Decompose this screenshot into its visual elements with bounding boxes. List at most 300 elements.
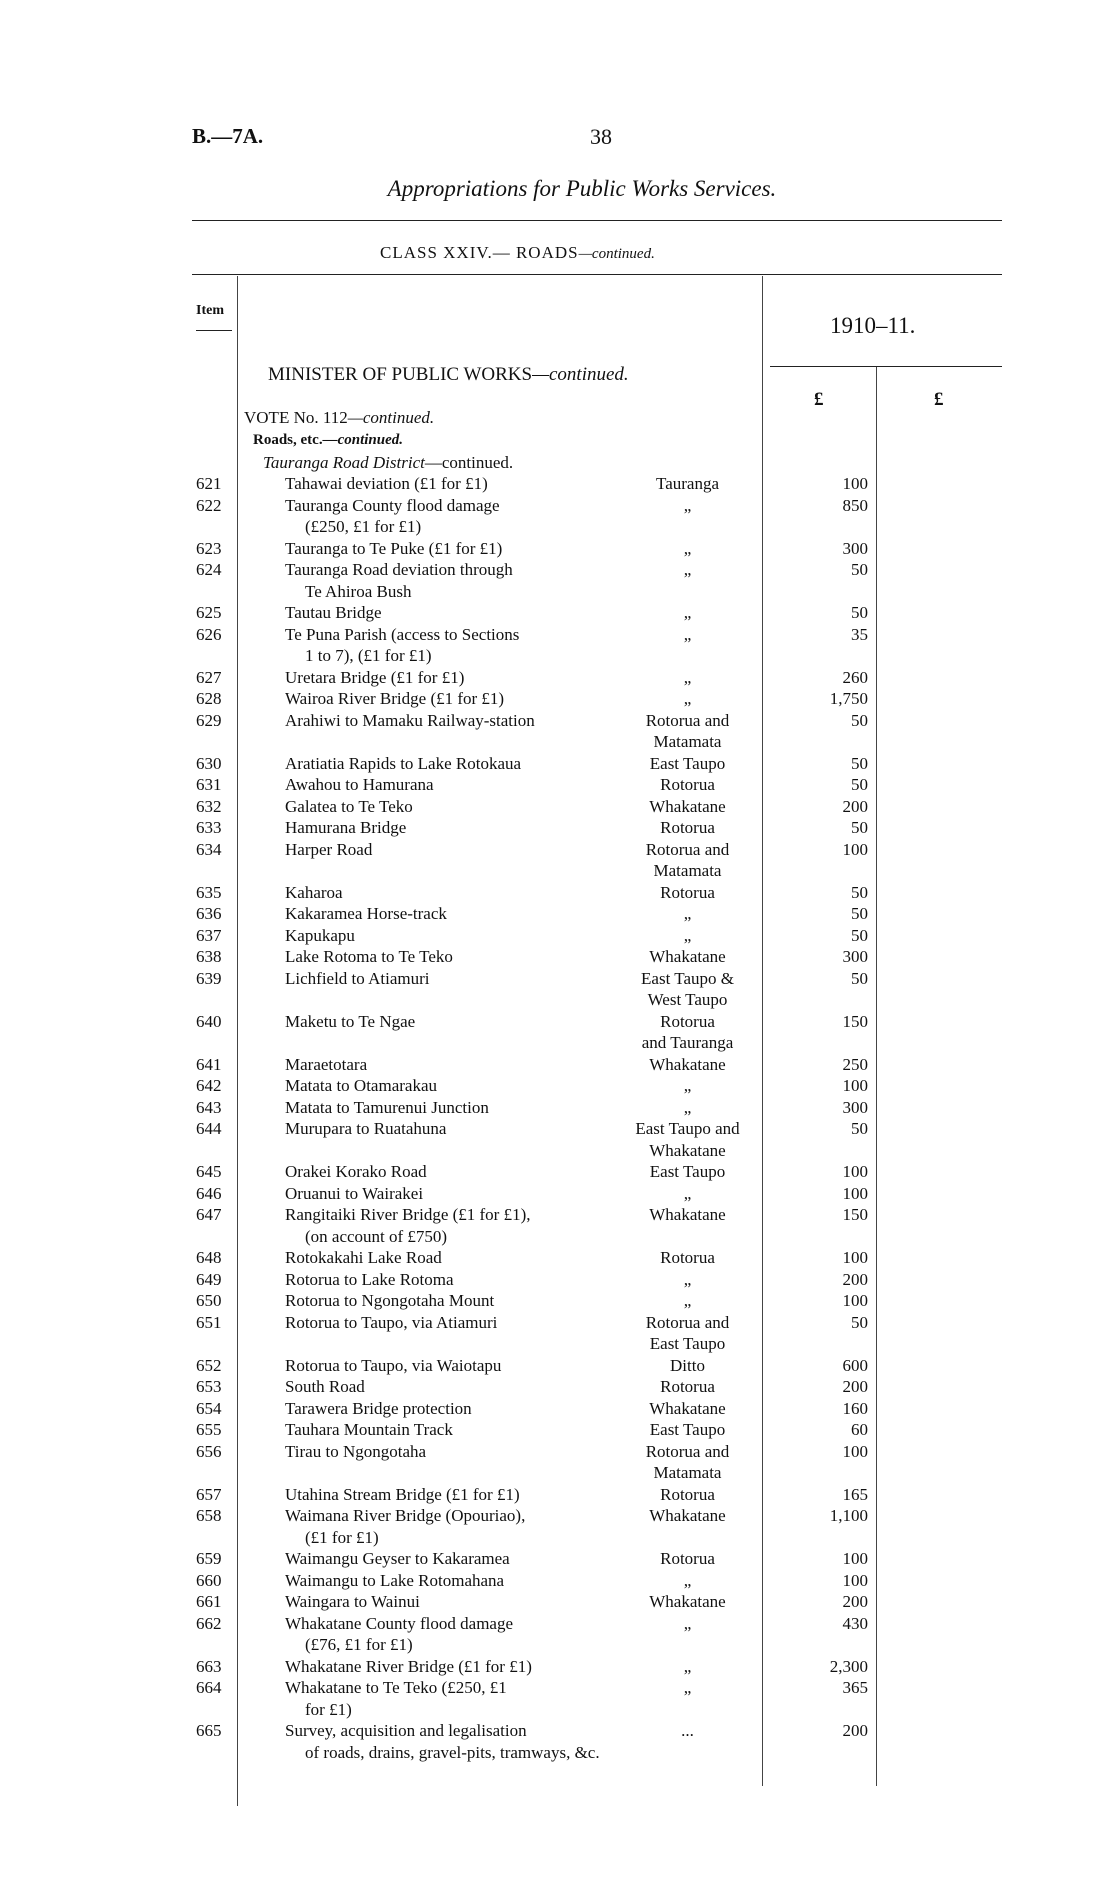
description-line: Lichfield to Atiamuri xyxy=(285,968,430,988)
table-row xyxy=(0,1097,1114,1119)
item-description xyxy=(285,839,615,861)
item-description xyxy=(285,1656,615,1678)
table-row xyxy=(0,946,1114,968)
item-description xyxy=(285,559,615,602)
item-number: 664 xyxy=(196,1678,222,1697)
table-row xyxy=(0,1484,1114,1506)
county-line: „ xyxy=(683,925,692,945)
county-name xyxy=(615,473,760,495)
description-line: Rotorua to Ngongotaha Mount xyxy=(285,1291,495,1310)
table-row xyxy=(0,796,1114,818)
county-name xyxy=(615,1011,760,1054)
description-line: Waimangu to Lake Rotomahana xyxy=(285,1570,505,1590)
county-line: East Taupo xyxy=(649,1420,726,1439)
title-rule xyxy=(192,220,1002,221)
item-description xyxy=(285,1398,615,1420)
description-line: Tirau to Ngongotaha xyxy=(285,1441,427,1461)
county-line: Rotorua and xyxy=(645,839,730,859)
district-heading xyxy=(263,453,513,473)
county-line: „ xyxy=(683,1678,692,1697)
table-row xyxy=(0,559,1114,602)
county-line: „ xyxy=(683,560,692,579)
table-row xyxy=(0,903,1114,925)
description-line: Tahawai deviation (£1 for £1) xyxy=(285,474,488,493)
county-name xyxy=(615,1398,760,1420)
item-description xyxy=(285,1355,615,1377)
table-top-rule xyxy=(192,274,1002,275)
table-row xyxy=(0,1656,1114,1678)
table-row xyxy=(0,1290,1114,1312)
vote-suffix: —continued. xyxy=(347,408,435,427)
item-description xyxy=(285,1247,615,1269)
county-name xyxy=(615,1054,760,1076)
table-row xyxy=(0,1677,1114,1720)
amount: 1,100 xyxy=(829,1506,868,1525)
description-continuation: (£76, £1 for £1) xyxy=(305,1635,413,1654)
item-description xyxy=(285,1505,615,1548)
item-number: 652 xyxy=(196,1355,222,1375)
county-name xyxy=(615,1548,760,1570)
county-name xyxy=(615,1419,760,1441)
class-title xyxy=(380,243,655,263)
description-line: Lake Rotoma to Te Teko xyxy=(285,947,453,966)
item-description xyxy=(285,1054,615,1076)
county-name xyxy=(615,1269,760,1291)
table-row xyxy=(0,1183,1114,1205)
page-number: 38 xyxy=(590,124,612,149)
roads-suffix: —continued. xyxy=(322,432,404,448)
item-number: 626 xyxy=(196,624,222,644)
county-line: Whakatane xyxy=(649,1205,726,1224)
amount: 150 xyxy=(842,1011,868,1031)
table-row xyxy=(0,1591,1114,1613)
page-title: Appropriations for Public Works Services. xyxy=(387,176,777,201)
table-row xyxy=(0,1548,1114,1570)
description-line: Waimangu Geyser to Kakaramea xyxy=(285,1549,510,1568)
county-name xyxy=(615,903,760,925)
county-line: Tauranga xyxy=(656,474,719,493)
county-name xyxy=(615,624,760,646)
item-number: 636 xyxy=(196,904,222,923)
description-line: Matata to Tamurenui Junction xyxy=(285,1097,489,1117)
county-line: „ xyxy=(683,1656,692,1676)
item-description xyxy=(285,1591,615,1613)
county-name xyxy=(615,1075,760,1097)
county-line: Ditto xyxy=(670,1355,705,1375)
description-line: Tarawera Bridge protection xyxy=(285,1398,472,1418)
county-name xyxy=(615,1376,760,1398)
item-number: 631 xyxy=(196,775,222,794)
amount: 50 xyxy=(851,818,868,837)
description-line: Rotokakahi Lake Road xyxy=(285,1248,442,1267)
description-line: Waimana River Bridge (Opouriao), xyxy=(285,1506,526,1525)
amount: 60 xyxy=(851,1420,868,1439)
description-line: Utahina Stream Bridge (£1 for £1) xyxy=(285,1484,520,1504)
item-description xyxy=(285,1097,615,1119)
table-row xyxy=(0,1613,1114,1656)
amount: 50 xyxy=(851,753,868,773)
county-line: Whakatane xyxy=(649,1054,726,1074)
description-line: Aratiatia Rapids to Lake Rotokaua xyxy=(285,753,522,773)
table-row xyxy=(0,495,1114,538)
amount: 100 xyxy=(842,839,868,859)
description-line: Whakatane to Te Teko (£250, £1 xyxy=(285,1678,507,1697)
amount: 50 xyxy=(851,710,868,730)
item-description xyxy=(285,1075,615,1097)
table-row xyxy=(0,602,1114,624)
item-number: 658 xyxy=(196,1506,222,1525)
item-description xyxy=(285,753,615,775)
description-line: Hamurana Bridge xyxy=(285,818,407,837)
description-line: Rotorua to Taupo, via Atiamuri xyxy=(285,1312,498,1332)
county-line: „ xyxy=(683,1613,692,1633)
roads-text: Roads, etc. xyxy=(253,432,323,448)
minister-text: MINISTER OF PUBLIC WORKS xyxy=(268,364,533,385)
table-row xyxy=(0,1355,1114,1377)
table-row xyxy=(0,1054,1114,1076)
description-line: Rangitaiki River Bridge (£1 for £1), xyxy=(285,1205,531,1224)
item-number: 654 xyxy=(196,1398,222,1418)
county-name xyxy=(615,1118,760,1161)
item-description xyxy=(285,473,615,495)
table-row xyxy=(0,968,1114,1011)
item-description xyxy=(285,688,615,710)
table-row xyxy=(0,774,1114,796)
item-column-heading: Item xyxy=(196,303,224,318)
county-line: „ xyxy=(683,667,692,687)
item-number: 657 xyxy=(196,1484,222,1504)
item-number: 624 xyxy=(196,560,222,579)
county-name xyxy=(615,925,760,947)
item-number: 646 xyxy=(196,1183,222,1203)
county-line: Rotorua and xyxy=(645,1441,730,1461)
item-description xyxy=(285,1011,615,1033)
amount: 35 xyxy=(851,624,868,644)
item-number: 648 xyxy=(196,1248,222,1267)
description-line: Whakatane River Bridge (£1 for £1) xyxy=(285,1656,532,1676)
county-line: Rotorua xyxy=(660,1011,715,1031)
amount: 200 xyxy=(842,1721,868,1740)
item-number: 628 xyxy=(196,689,222,708)
table-row xyxy=(0,538,1114,560)
amount: 365 xyxy=(842,1678,868,1697)
description-line: Kapukapu xyxy=(285,925,355,945)
item-number: 640 xyxy=(196,1011,222,1031)
year-heading: 1910–11. xyxy=(830,313,916,338)
county-name xyxy=(615,1656,760,1678)
appropriation-rows xyxy=(0,473,1114,1763)
county-line: Whakatane xyxy=(649,1140,726,1160)
description-line: Tautau Bridge xyxy=(285,603,382,622)
description-continuation: (£1 for £1) xyxy=(305,1527,379,1547)
county-name xyxy=(615,1161,760,1183)
item-description xyxy=(285,602,615,624)
county-name xyxy=(615,882,760,904)
description-line: Orakei Korako Road xyxy=(285,1162,427,1181)
amount: 1,750 xyxy=(829,689,868,708)
amount: 100 xyxy=(842,1549,868,1568)
county-name xyxy=(615,796,760,818)
county-line: „ xyxy=(683,538,692,558)
county-name xyxy=(615,753,760,775)
item-number: 634 xyxy=(196,839,222,859)
pound-column-2: £ xyxy=(934,389,944,410)
item-number: 661 xyxy=(196,1592,222,1611)
item-number: 625 xyxy=(196,603,222,622)
description-line: Tauranga to Te Puke (£1 for £1) xyxy=(285,538,503,558)
county-line: Whakatane xyxy=(649,1592,726,1611)
item-number: 637 xyxy=(196,925,222,945)
item-description xyxy=(285,817,615,839)
item-description xyxy=(285,495,615,538)
description-continuation: 1 to 7), (£1 for £1) xyxy=(305,646,432,665)
item-number: 644 xyxy=(196,1119,222,1138)
county-name xyxy=(615,688,760,710)
description-line: South Road xyxy=(285,1377,365,1396)
description-continuation: of roads, drains, gravel-pits, tramways, &c. xyxy=(305,1742,600,1762)
county-name xyxy=(615,495,760,517)
item-description xyxy=(285,946,615,968)
table-row xyxy=(0,1312,1114,1355)
county-line: ... xyxy=(681,1721,694,1740)
description-line: Survey, acquisition and legalisation xyxy=(285,1721,527,1740)
item-number: 638 xyxy=(196,947,222,966)
amount: 50 xyxy=(851,968,868,988)
table-row xyxy=(0,1269,1114,1291)
county-line: Rotorua xyxy=(660,818,715,837)
item-description xyxy=(285,1312,615,1334)
item-number: 659 xyxy=(196,1549,222,1568)
description-line: Te Puna Parish (access to Sections xyxy=(285,624,520,644)
county-line: Matamata xyxy=(653,861,722,880)
county-line: Whakatane xyxy=(649,1398,726,1418)
description-line: Oruanui to Wairakei xyxy=(285,1183,424,1203)
description-line: Maketu to Te Ngae xyxy=(285,1011,416,1031)
description-continuation: (on account of £750) xyxy=(305,1226,448,1246)
table-row xyxy=(0,473,1114,495)
description-line: Awahou to Hamurana xyxy=(285,775,434,794)
description-line: Tauhara Mountain Track xyxy=(285,1420,453,1439)
amount: 100 xyxy=(842,1183,868,1203)
item-number: 642 xyxy=(196,1076,222,1095)
description-line: Waingara to Wainui xyxy=(285,1592,420,1611)
county-line: „ xyxy=(683,624,692,644)
amount: 200 xyxy=(842,1377,868,1396)
amount: 300 xyxy=(842,947,868,966)
table-row xyxy=(0,925,1114,947)
amount: 200 xyxy=(842,796,868,816)
table-row xyxy=(0,753,1114,775)
table-row xyxy=(0,1441,1114,1484)
amount: 100 xyxy=(842,1441,868,1461)
county-line: Rotorua and xyxy=(645,710,730,730)
item-description xyxy=(285,1161,615,1183)
county-line: „ xyxy=(683,495,692,515)
amount: 850 xyxy=(842,495,868,515)
item-description xyxy=(285,774,615,796)
county-line: Rotorua and xyxy=(645,1312,730,1332)
item-description xyxy=(285,1118,615,1140)
item-number: 650 xyxy=(196,1291,222,1310)
description-line: Murupara to Ruatahuna xyxy=(285,1119,447,1138)
county-name xyxy=(615,946,760,968)
description-line: Tauranga County flood damage xyxy=(285,495,500,515)
amount: 150 xyxy=(842,1205,868,1224)
item-description xyxy=(285,1290,615,1312)
amount: 50 xyxy=(851,1119,868,1138)
table-row xyxy=(0,839,1114,882)
table-row xyxy=(0,1118,1114,1161)
item-description xyxy=(285,624,615,667)
item-description xyxy=(285,1570,615,1592)
county-name xyxy=(615,1290,760,1312)
item-number: 622 xyxy=(196,495,222,515)
description-line: Tauranga Road deviation through xyxy=(285,560,513,579)
item-number: 653 xyxy=(196,1377,222,1396)
item-description xyxy=(285,1613,615,1656)
amount: 100 xyxy=(842,474,868,493)
amount: 200 xyxy=(842,1269,868,1289)
amount: 50 xyxy=(851,603,868,622)
amount: 100 xyxy=(842,1570,868,1590)
description-line: Kakaramea Horse-track xyxy=(285,904,447,923)
item-number: 623 xyxy=(196,538,222,558)
item-description xyxy=(285,667,615,689)
county-name xyxy=(615,1097,760,1119)
item-number: 656 xyxy=(196,1441,222,1461)
county-line: Rotorua xyxy=(660,1484,715,1504)
table-row xyxy=(0,1398,1114,1420)
item-number: 655 xyxy=(196,1420,222,1439)
county-line: Rotorua xyxy=(660,1549,715,1568)
item-number: 649 xyxy=(196,1269,222,1289)
amount: 300 xyxy=(842,1097,868,1117)
county-line: Rotorua xyxy=(660,1248,715,1267)
county-line: East Taupo & xyxy=(641,968,734,988)
year-heading-rule xyxy=(770,366,1002,367)
district-text: Tauranga Road District xyxy=(263,453,425,472)
county-name xyxy=(615,1505,760,1527)
county-line: East Taupo xyxy=(649,1334,726,1353)
description-line: Maraetotara xyxy=(285,1054,368,1074)
county-line: Matamata xyxy=(653,1463,722,1482)
item-number: 630 xyxy=(196,753,222,773)
minister-suffix: —continued. xyxy=(532,364,629,385)
description-continuation: (£250, £1 for £1) xyxy=(305,517,422,536)
amount: 250 xyxy=(842,1054,868,1074)
amount: 2,300 xyxy=(829,1656,868,1676)
county-line: „ xyxy=(683,1269,692,1289)
table-row xyxy=(0,1011,1114,1054)
county-name xyxy=(615,968,760,1011)
amount: 50 xyxy=(851,904,868,923)
item-number: 621 xyxy=(196,474,222,493)
table-row xyxy=(0,817,1114,839)
county-line: Whakatane xyxy=(649,1506,726,1525)
description-line: Galatea to Te Teko xyxy=(285,796,413,816)
item-number: 632 xyxy=(196,796,222,816)
item-number: 635 xyxy=(196,882,222,902)
amount: 165 xyxy=(842,1484,868,1504)
item-number: 647 xyxy=(196,1205,222,1224)
county-line: and Tauranga xyxy=(641,1033,734,1052)
table-row xyxy=(0,1505,1114,1548)
amount: 600 xyxy=(842,1355,868,1375)
description-line: Whakatane County flood damage xyxy=(285,1613,514,1633)
item-number: 639 xyxy=(196,968,222,988)
item-number: 641 xyxy=(196,1054,222,1074)
county-line: „ xyxy=(683,689,692,708)
pound-column-1: £ xyxy=(814,389,824,410)
county-line: „ xyxy=(683,1076,692,1095)
item-description xyxy=(285,710,615,732)
county-name xyxy=(615,710,760,753)
county-name xyxy=(615,602,760,624)
county-name xyxy=(615,817,760,839)
county-line: „ xyxy=(683,904,692,923)
amount: 160 xyxy=(842,1398,868,1418)
description-line: Rotorua to Taupo, via Waiotapu xyxy=(285,1355,502,1375)
amount: 100 xyxy=(842,1291,868,1310)
amount: 100 xyxy=(842,1076,868,1095)
table-row xyxy=(0,1161,1114,1183)
table-row xyxy=(0,1204,1114,1247)
county-line: East Taupo xyxy=(649,1162,726,1181)
description-line: Kaharoa xyxy=(285,882,343,902)
class-title-text: CLASS XXIV.— ROADS xyxy=(380,243,579,262)
table-row xyxy=(0,882,1114,904)
item-number: 662 xyxy=(196,1613,222,1633)
table-row xyxy=(0,667,1114,689)
item-description xyxy=(285,1269,615,1291)
amount: 50 xyxy=(851,925,868,945)
item-heading-rule xyxy=(196,330,232,331)
amount: 50 xyxy=(851,775,868,794)
county-name xyxy=(615,1613,760,1635)
county-line: West Taupo xyxy=(647,990,728,1009)
district-suffix: —continued. xyxy=(424,453,514,472)
item-description xyxy=(285,1183,615,1205)
county-line: Matamata xyxy=(653,732,722,751)
county-name xyxy=(615,1677,760,1699)
item-description xyxy=(285,1376,615,1398)
county-name xyxy=(615,1591,760,1613)
table-row xyxy=(0,710,1114,753)
description-line: Wairoa River Bridge (£1 for £1) xyxy=(285,689,505,708)
item-description xyxy=(285,903,615,925)
table-row xyxy=(0,1247,1114,1269)
item-number: 660 xyxy=(196,1570,222,1590)
county-line: Rotorua xyxy=(660,882,715,902)
county-line: Rotorua xyxy=(660,1377,715,1396)
description-line: Arahiwi to Mamaku Railway-station xyxy=(285,710,535,730)
document-reference: B.—7A. xyxy=(192,124,264,148)
county-line: East Taupo and xyxy=(635,1119,740,1138)
amount: 430 xyxy=(842,1613,868,1633)
table-row xyxy=(0,1419,1114,1441)
county-name xyxy=(615,559,760,581)
county-name xyxy=(615,1204,760,1226)
vote-heading xyxy=(244,408,434,428)
item-description xyxy=(285,882,615,904)
county-name xyxy=(615,1720,760,1742)
county-line: East Taupo xyxy=(649,753,726,773)
county-name xyxy=(615,774,760,796)
county-name xyxy=(615,1570,760,1592)
county-line: „ xyxy=(683,603,692,622)
roads-heading xyxy=(253,432,403,449)
item-number: 663 xyxy=(196,1656,222,1676)
